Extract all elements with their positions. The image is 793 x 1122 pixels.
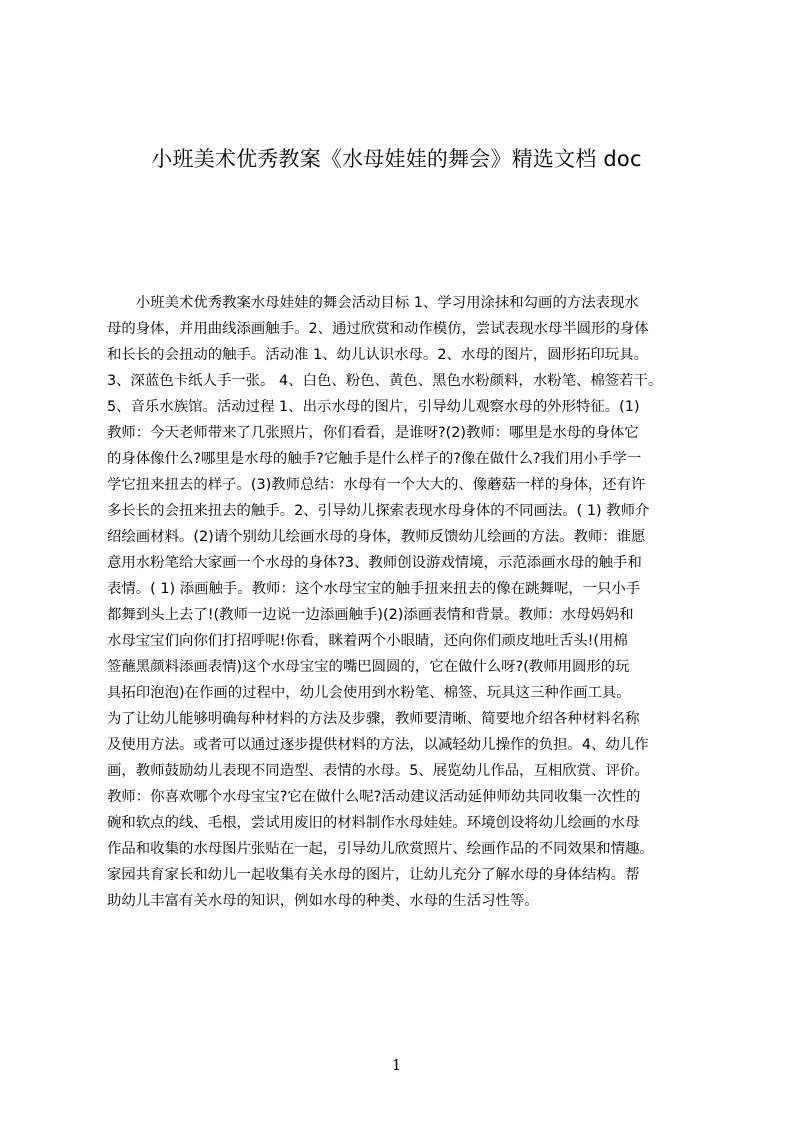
- document-body: [107, 290, 697, 930]
- body-line: 3、深蓝色卡纸人手一张。 4、白色、粉色、黄色、黑色水粉颜料，水粉笔、棉签若干。: [107, 373, 663, 389]
- body-line: 为了让幼儿能够明确每种材料的方法及步骤，教师要清晰、简要地介绍各种材料名称: [107, 711, 640, 727]
- body-line: 都舞到头上去了!(教师一边说一边添画触手)(2)添画表情和背景。教师：水母妈妈和: [107, 607, 634, 623]
- body-line: 绍绘画材料。(2)请个别幼儿绘画水母的身体，教师反馈幼儿绘画的方法。教师：谁愿: [107, 529, 646, 545]
- body-line: 水母宝宝们向你们打招呼呢!你看，眯着两个小眼睛，还向你们顽皮地吐舌头!(用棉: [107, 633, 628, 649]
- body-line: 家园共育家长和幼儿一起收集有关水母的图片，让幼儿充分了解水母的身体结构。帮: [107, 867, 640, 883]
- body-line: 教师：今天老师带来了几张照片，你们看看，是谁呀?(2)教师：哪里是水母的身体它: [107, 425, 639, 441]
- body-line: 教师：你喜欢哪个水母宝宝?它在做什么呢?活动建议活动延伸师幼共同收集一次性的: [107, 789, 641, 805]
- body-line: 的身体像什么?哪里是水母的触手?它触手是什么样子的?像在做什么?我们用小手学一: [107, 451, 642, 467]
- body-line: 学它扭来扭去的样子。(3)教师总结：水母有一个大大的、像蘑菇一样的身体，还有许: [107, 477, 646, 493]
- body-line: 画，教师鼓励幼儿表现不同造型、表情的水母。5、展览幼儿作品，互相欣赏、评价。: [107, 763, 649, 779]
- document-title: 小班美术优秀教案《水母娃娃的舞会》精选文档 doc: [151, 147, 642, 171]
- body-line: 签蘸黑颜料添画表情)这个水母宝宝的嘴巴圆圆的，它在做什么呀?(教师用圆形的玩: [107, 659, 630, 675]
- body-line: 及使用方法。或者可以通过逐步提供材料的方法，以减轻幼儿操作的负担。4、幼儿作: [107, 737, 649, 753]
- body-line: 具拓印泡泡)在作画的过程中，幼儿会使用到水粉笔、棉签、玩具这三种作画工具。: [107, 685, 631, 701]
- body-line: 碗和软点的线、毛根，尝试用废旧的材料制作水母娃娃。环境创设将幼儿绘画的水母: [107, 815, 640, 831]
- body-line: 母的身体，并用曲线添画触手。2、通过欣赏和动作模仿，尝试表现水母半圆形的身体: [107, 321, 649, 337]
- page-number: 1: [391, 1056, 402, 1074]
- body-line: 和长长的会扭动的触手。活动准 1、幼儿认识水母。2、水母的图片，圆形拓印玩具。: [107, 347, 648, 363]
- body-line: 表情。( 1) 添画触手。教师：这个水母宝宝的触手扭来扭去的像在跳舞呢，一只小手: [107, 581, 641, 597]
- body-line: 小班美术优秀教案水母娃娃的舞会活动目标 1、学习用涂抹和勾画的方法表现水: [107, 295, 639, 311]
- body-line: 多长长的会扭来扭去的触手。2、引导幼儿探索表现水母身体的不同画法。( 1) 教师介: [107, 503, 650, 519]
- body-line: 助幼儿丰富有关水母的知识，例如水母的种类、水母的生活习性等。: [107, 893, 539, 909]
- body-line: 作品和收集的水母图片张贴在一起，引导幼儿欣赏照片、绘画作品的不同效果和情趣。: [107, 841, 654, 857]
- body-line: 5、音乐水族馆。活动过程 1、出示水母的图片，引导幼儿观察水母的外形特征。(1): [107, 399, 640, 415]
- body-line: 意用水粉笔给大家画一个水母的身体?3、教师创设游戏情境，示范添画水母的触手和: [107, 555, 642, 571]
